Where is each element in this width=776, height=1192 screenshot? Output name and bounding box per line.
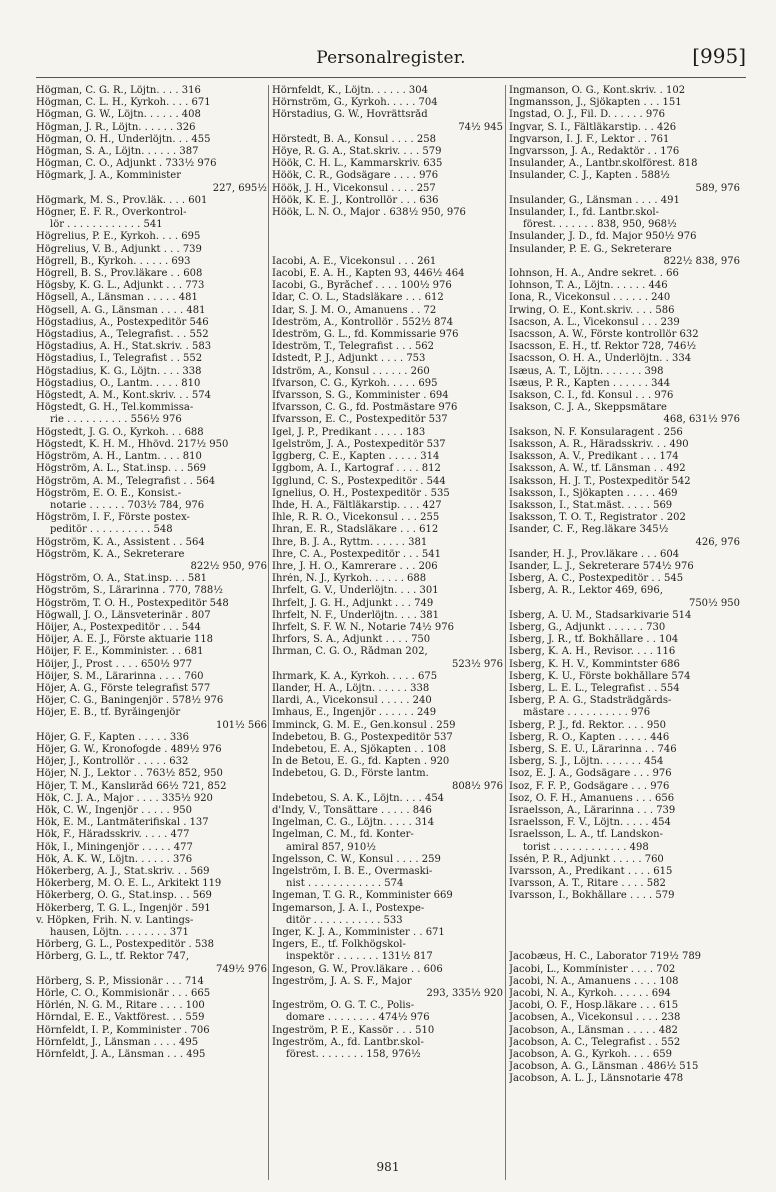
register-column-3 — [509, 85, 742, 1086]
register-entry: Isberg, P. J., fd. Rektor. . . . 950 — [509, 719, 666, 731]
register-entry: Isaksson, T. O. T., Registrator . 202 — [509, 512, 686, 524]
register-entry: Indebetou, B. G., Postexpeditör 537 — [272, 731, 453, 743]
register-entry: Isakson, N. F. Konsularagent . 256 — [509, 426, 683, 438]
register-entry: Högrell, B. S., Prov.läkare . . 608 — [36, 268, 203, 280]
register-entry: Jacobson, A. L. J., Länsnotarie 478 — [509, 1073, 684, 1085]
register-entry: 750½ 950 — [688, 597, 740, 609]
register-entry: Isakson, C. J. A., Skeppsmätare — [509, 402, 667, 414]
register-entry: rie . . . . . . . . . . 556½ 976 — [50, 414, 182, 426]
register-entry: Isacsson, O. H. A., Underlöjtn. . 334 — [509, 353, 692, 365]
register-entry: Höijer, A. E. J., Förste aktuarie 118 — [36, 634, 214, 646]
register-entry: Indebetou, E. A., Sjökapten . . 108 — [272, 743, 447, 755]
register-entry: Hörnfeldt, J. A., Länsman . . . 495 — [36, 1049, 206, 1061]
register-entry: Höijer, F. E., Komminister. . . 681 — [36, 646, 204, 658]
register-entry: Isberg, J. R., tf. Bokhållare . . 104 — [509, 634, 679, 646]
register-entry: Isaksson, I., Stat.mäst. . . . . 569 — [509, 499, 673, 511]
register-entry: Ifvarson, C. G., Kyrkoh. . . . . 695 — [272, 377, 438, 389]
register-entry: Iacobi, A. E., Vicekonsul . . . 261 — [272, 255, 437, 267]
register-entry: Insulander, A., Lantbr.skolförest. 818 — [509, 158, 698, 170]
register-entry: d'Indy, V., Tonsättare . . . . . 846 — [272, 804, 432, 816]
register-entry: 808½ 976 — [451, 780, 503, 792]
register-entry: Högström, O. A., Stat.insp. . . 581 — [36, 573, 208, 585]
register-entry: inspektör . . . . . . . 131½ 817 — [286, 951, 433, 963]
register-entry: Höjer, N. J., Lektor . . 763½ 852, 950 — [36, 768, 223, 780]
register-entry: Isoz, O. F. H., Amanuens . . . 656 — [509, 792, 675, 804]
register-entry: Höök, C. R., Godsägare . . . . 976 — [272, 170, 439, 182]
register-entry: Högrelius, P. E., Kyrkoh. . . . 695 — [36, 231, 201, 243]
register-entry — [272, 231, 505, 243]
register-entry: Ingeström, P. E., Kassör . . . 510 — [272, 1024, 435, 1036]
register-entry: Hörnfeldt, I. P., Komminister . 706 — [36, 1024, 210, 1036]
register-entry: Idar, S. J. M. O., Amanuens . . 72 — [272, 304, 437, 316]
register-entry: 101½ 566 — [215, 719, 267, 731]
register-entry: Ingers, E., tf. Folkhögskol- — [272, 939, 406, 951]
register-entry: Ideström, T., Telegrafist . . . 562 — [272, 341, 435, 353]
register-entry: Ideström, A., Kontrollör . 552½ 874 — [272, 316, 454, 328]
register-entry: hausen, Löjtn. . . . . . . . 371 — [50, 927, 189, 939]
register-entry: Isberg, K. U., Förste bokhållare 574 — [509, 670, 691, 682]
register-entry: Ihrfors, S. A., Adjunkt . . . . 750 — [272, 634, 431, 646]
register-entry: 468, 631½ 976 — [663, 414, 740, 426]
register-entry: Högstedt, G. H., Tel.kommissa- — [36, 402, 194, 414]
register-entry: Höjer, J., Kontrollör . . . . . 632 — [36, 756, 189, 768]
register-entry: lör . . . . . . . . . . . . 541 — [50, 219, 163, 231]
register-entry: Isæus, A. T., Löjtn. . . . . . . 398 — [509, 365, 664, 377]
register-entry: Ingelsson, C. W., Konsul . . . . 259 — [272, 853, 441, 865]
register-entry: Isberg, L. E. L., Telegrafist . . 554 — [509, 682, 680, 694]
register-entry: Imminck, G. M. E., Gen.konsul . 259 — [272, 719, 456, 731]
register-entry: Isacsson, A. W., Förste kontrollör 632 — [509, 329, 699, 341]
register-entry: nist . . . . . . . . . . . . 574 — [286, 878, 404, 890]
register-entry: Högman, S. A., Löjtn. . . . . . 387 — [36, 146, 199, 158]
register-entry: Isberg, P. A. G., Stadsträdgårds- — [509, 695, 672, 707]
register-entry: Hök, C. J. A., Major . . . . 335½ 920 — [36, 792, 213, 804]
register-entry: förest. . . . . . . . 158, 976½ — [286, 1049, 421, 1061]
register-entry: Högström, K. A., Assistent . . 564 — [36, 536, 205, 548]
register-entry: Isoz, F. F. P., Godsägare . . . 976 — [509, 780, 670, 792]
register-entry: Hökerberg, O. G., Stat.insp. . . 569 — [36, 890, 212, 902]
register-entry: Ihran, E. R., Stadsläkare . . . 612 — [272, 524, 439, 536]
register-entry: Högsby, K. G. L., Adjunkt . . . 773 — [36, 280, 205, 292]
register-entry: Högstadius, I., Telegrafist . . 552 — [36, 353, 203, 365]
register-entry: Höjer, A. G., Förste telegrafist 577 — [36, 682, 211, 694]
register-entry: Högström, E. O. E., Konsist.- — [36, 487, 182, 499]
register-entry: Isaksson, I., Sjökapten . . . . . 469 — [509, 487, 678, 499]
register-entry: Ingelström, I. B. E., Övermaski- — [272, 866, 433, 877]
register-entry: Iona, R., Vicekonsul . . . . . . 240 — [509, 292, 671, 304]
page-title: Personalregister. — [316, 48, 466, 68]
register-entry: Hörnfeldt, K., Löjtn. . . . . . 304 — [272, 85, 429, 96]
register-entry: Iggbom, A. I., Kartograf . . . . 812 — [272, 463, 441, 475]
register-entry: 293, 335½ 920 — [426, 988, 503, 1000]
register-entry: Högström, I. F., Förste postex- — [36, 512, 190, 524]
register-entry: Isaksson, A. R., Häradsskriv. . . 490 — [509, 438, 689, 450]
register-entry: Ilander, H. A., Löjtn. . . . . . 338 — [272, 682, 430, 694]
register-entry: Högström, A. M., Telegrafist . . 564 — [36, 475, 216, 487]
register-entry: notarie . . . . . . 703½ 784, 976 — [50, 499, 205, 511]
register-entry: Högström, A. H., Lantm. . . . 810 — [36, 451, 202, 463]
register-entry: Iohnson, H. A., Andre sekret. . 66 — [509, 268, 679, 280]
register-entry: Hörnström, G., Kyrkoh. . . . . 704 — [272, 97, 438, 109]
register-entry: Jacobson, A. G., Kyrkoh. . . . 659 — [509, 1049, 672, 1061]
register-column-2 — [272, 85, 505, 1061]
register-entry: Igel, J. P., Predikant . . . . . 183 — [272, 426, 426, 438]
register-entry: Hök, Å. K. W., Löjtn. . . . . . 376 — [36, 853, 193, 865]
register-entry: Jacobi, O. F., Hosp.läkare . . . 615 — [509, 1000, 679, 1012]
register-entry: Ivarsson, A., Predikant . . . . 615 — [509, 866, 673, 877]
register-entry: Hörle, C. O., Kommisionär . . . 665 — [36, 988, 211, 1000]
register-entry: Isberg, A. R., Lektor 469, 696, — [509, 585, 663, 597]
register-entry: Jacobson, A. G., Länsman . 486½ 515 — [509, 1061, 699, 1073]
register-entry: amiral 857, 910½ — [286, 841, 376, 853]
page-header — [36, 44, 746, 72]
register-entry: Ingelman, C. M., fd. Konter- — [272, 829, 414, 841]
register-entry: Iggberg, C. E., Kapten . . . . . 314 — [272, 451, 440, 463]
register-entry: Isander, C. F., Reg.läkare 345½ — [509, 524, 669, 536]
register-entry: Indebetou, S. A. K., Löjtn. . . . 454 — [272, 792, 445, 804]
register-entry — [509, 915, 742, 927]
register-entry: Ingemarson, J. A. I., Postexpe- — [272, 902, 425, 914]
register-entry: Höjer, G. W., Kronofogde . 489½ 976 — [36, 743, 222, 755]
register-entry: Insulander, J. D., fd. Major 950½ 976 — [509, 231, 697, 243]
register-entry: Iacobi, E. A. H., Kapten 93, 446½ 464 — [272, 268, 465, 280]
register-column-1 — [36, 85, 269, 1061]
register-entry: Hörberg, G. L., tf. Rektor 747, — [36, 951, 190, 963]
register-entry: Israelsson, A., Lärarinna . . . 739 — [509, 804, 676, 816]
column-divider — [505, 85, 506, 1180]
register-entry: Högner, E. F. R., Överkontrol- — [36, 207, 187, 219]
register-entry: Högstadius, A. H., Stat.skriv. . 583 — [36, 341, 212, 353]
register-entry: Isberg, A. C., Postexpeditör . . 545 — [509, 573, 684, 585]
register-entry: Höjer, T. M., Kanslиråd 66½ 721, 852 — [36, 780, 227, 792]
register-entry: Högstedt, A. M., Kont.skriv. . . 574 — [36, 390, 211, 402]
register-entry: Högrell, B., Kyrkoh. . . . . . 693 — [36, 255, 191, 267]
register-entry: Hökerberg, T. G. L., Ingenjör . 591 — [36, 902, 211, 914]
register-entry: 822½ 838, 976 — [663, 255, 740, 267]
register-entry: 74½ 945 — [458, 121, 503, 133]
register-entry: Höjer, G. F., Kapten . . . . . 336 — [36, 731, 189, 743]
register-entry: Isberg, K. A. H., Revisor. . . . 116 — [509, 646, 676, 658]
register-entry: Högsell, A. G., Länsman . . . . 481 — [36, 304, 206, 316]
register-entry: Isaksson, A. V., Predikant . . . 174 — [509, 451, 679, 463]
register-entry: Hökerberg, A. J., Stat.skriv. . . 569 — [36, 866, 210, 877]
register-entry: Irwing, O. E., Kont.skriv. . . . 586 — [509, 304, 675, 316]
register-entry: Jacobsen, A., Vicekonsul . . . . 238 — [509, 1012, 681, 1024]
register-entry: Hökerberg, M. O. E. L., Arkitekt 119 — [36, 878, 222, 890]
register-entry: Ihrman, C. G. O., Rådman 202, — [272, 646, 428, 658]
register-entry: Ingeström, J. A. S. F., Major — [272, 975, 412, 987]
register-entry: Högman, C. G. R., Löjtn. . . . 316 — [36, 85, 201, 96]
register-entry: Hök, E. M., Lantmäterifiskal . 137 — [36, 817, 209, 829]
register-entry: Ilardi, A., Vicekonsul . . . . . 240 — [272, 695, 432, 707]
register-entry: Högstedt, J. G. O., Kyrkoh. . . 688 — [36, 426, 204, 438]
register-entry: Israelsson, F. V., Löjtn. . . . . 454 — [509, 817, 671, 829]
page-number: [995] — [692, 44, 746, 68]
register-entry: Ihrén, N. J., Kyrkoh. . . . . . 688 — [272, 573, 427, 585]
register-entry: Ifvarsson, C. G., fd. Postmästare 976 — [272, 402, 458, 414]
register-entry: Högstadius, A., Postexpeditör 546 — [36, 316, 209, 328]
register-entry: Ihrmark, K. A., Kyrkoh. . . . . 675 — [272, 670, 438, 682]
register-entry: Ifvarsson, S. G., Komminister . 694 — [272, 390, 449, 402]
register-entry: 589, 976 — [695, 182, 740, 194]
register-entry: Höijer, S. M., Lärarinna . . . . 760 — [36, 670, 204, 682]
register-entry: Ihde, H. A., Fältläkarstip. . . . 427 — [272, 499, 442, 511]
register-entry: Isaksson, H. J. T., Postexpeditör 542 — [509, 475, 691, 487]
register-entry: peditör . . . . . . . . . . 548 — [50, 524, 173, 536]
register-entry: Jacobæus, H. C., Laborator 719½ 789 — [509, 951, 702, 963]
register-entry: Hörstedt, B. A., Konsul . . . . 258 — [272, 133, 436, 145]
register-entry: Hök, C. W., Ingenjör . . . . . 950 — [36, 804, 192, 816]
register-entry: Hök, F., Häradsskriv. . . . . 477 — [36, 829, 190, 841]
register-entry: Ingstad, O. J., Fil. D. . . . . . 976 — [509, 109, 665, 121]
register-entry: 822½ 950, 976 — [190, 560, 267, 572]
register-entry: Idstedt, P. J., Adjunkt . . . . 753 — [272, 353, 426, 365]
register-entry: Höye, R. G. A., Stat.skriv. . . . 579 — [272, 146, 442, 158]
register-entry: Hörndal, E. E., Vaktförest. . . 559 — [36, 1012, 205, 1024]
register-entry: Isaksson, A. W., tf. Länsman . . 492 — [509, 463, 686, 475]
register-entry: Höjer, E. B., tf. Byråingenjör — [36, 707, 181, 719]
register-entry: Isæus, P. R., Kapten . . . . . . 344 — [509, 377, 671, 389]
register-entry: Igglund, C. S., Postexpeditör . 544 — [272, 475, 446, 487]
register-entry — [509, 927, 742, 939]
register-entry: Issén, P. R., Adjunkt . . . . . 760 — [509, 853, 664, 865]
register-entry: Isberg, S. E. U., Lärarinna . . 746 — [509, 743, 677, 755]
register-entry: 523½ 976 — [451, 658, 503, 670]
register-entry: Insulander, C. J., Kapten . 588½ — [509, 170, 670, 182]
register-entry: Hörlén, N. G. M., Ritare . . . . 100 — [36, 1000, 205, 1012]
register-entry: Isacson, A. L., Vicekonsul . . . 239 — [509, 316, 680, 328]
register-entry: Jacobi, N. A., Kyrkoh. . . . . . 694 — [509, 988, 671, 1000]
register-entry: Israelsson, L. A., tf. Landskon- — [509, 829, 663, 841]
register-entry: Högman, C. L. H., Kyrkoh. . . . 671 — [36, 97, 211, 109]
page-footer-number: 981 — [376, 1160, 400, 1174]
register-entry: Ihrfelt, J. G. H., Adjunkt . . . 749 — [272, 597, 434, 609]
register-entry: Ideström, G. L., fd. Kommissarie 976 — [272, 329, 459, 341]
register-entry: Högrelius, V. B., Adjunkt . . . 739 — [36, 243, 202, 255]
register-entry: Högmark, J. A., Komminister — [36, 170, 182, 182]
register-entry: Iacobi, G., Byråchef . . . . 100½ 976 — [272, 280, 452, 292]
register-entry — [272, 219, 505, 231]
register-entry: Ingmansson, J., Sjökapten . . . 151 — [509, 97, 682, 109]
register-entry: Isakson, C. I., fd. Konsul . . . 976 — [509, 390, 674, 402]
register-entry: Hörberg, G. L., Postexpeditör . 538 — [36, 939, 214, 951]
register-entry: Ingeström, A., fd. Lantbr.skol- — [272, 1036, 424, 1048]
register-entry: Högström, S., Lärarinna . 770, 788½ — [36, 585, 223, 597]
register-entry: Insulander, G., Länsman . . . . 491 — [509, 194, 680, 206]
register-entry: Ihrfelt, N. F., Underlöjtn. . . . 381 — [272, 609, 440, 621]
register-entry — [509, 903, 742, 915]
register-entry: Ivarsson, A. T., Ritare . . . . 582 — [509, 878, 666, 890]
register-entry: Ingelman, C. G., Löjtn. . . . . 314 — [272, 817, 435, 829]
register-entry: Isoz, E. J. A., Godsägare . . . 976 — [509, 768, 672, 780]
register-entry: Ihrfelt, S. F. W. N., Notarie 74½ 976 — [272, 621, 454, 633]
register-entry: Inger, K. J. A., Komminister . . 671 — [272, 927, 445, 939]
register-entry: Isberg, S. J., Löjtn. . . . . . . 454 — [509, 756, 664, 768]
register-entry: Hörberg, S. P., Missionär . . . 714 — [36, 975, 204, 987]
register-entry: Ingvarsson, J. A., Redaktör . . 176 — [509, 146, 680, 158]
register-entry: Iohnson, T. A., Löjtn. . . . . . 446 — [509, 280, 668, 292]
register-entry: Idar, C. O. L., Stadsläkare . . . 612 — [272, 292, 444, 304]
register-entry: Insulander, I., fd. Lantbr.skol- — [509, 207, 659, 219]
register-entry: Ingvar, S. I., Fältläkarstip. . . 426 — [509, 121, 677, 133]
register-entry: Isacsson, E. H., tf. Rektor 728, 746½ — [509, 341, 697, 353]
register-entry: Ihre, B. J. A., Ryttm. . . . . . 381 — [272, 536, 428, 548]
register-entry: Ihle, R. R. O., Vicekonsul . . . 255 — [272, 512, 440, 524]
column-divider — [268, 85, 269, 1180]
register-entry: Högström, T. O. H., Postexpeditör 548 — [36, 597, 229, 609]
register-entry: Jacobson, A. C., Telegrafist . . 552 — [509, 1036, 681, 1048]
register-entry: Ingeman, T. G. R., Komminister 669 — [272, 890, 453, 902]
register-entry: Isberg, A. U. M., Stadsarkivarie 514 — [509, 609, 692, 621]
register-entry: In de Betou, E. G., fd. Kapten . 920 — [272, 756, 450, 768]
register-entry: Högwall, J. O., Länsveterinär . 807 — [36, 609, 211, 621]
register-entry: Imhaus, E., Ingenjör . . . . . . 249 — [272, 707, 437, 719]
register-entry: Högsell, A., Länsman . . . . . 481 — [36, 292, 198, 304]
register-entry: domare . . . . . . . . 474½ 976 — [286, 1012, 430, 1024]
register-entry: Höjer, C. G., Baningenjör . 578½ 976 — [36, 695, 224, 707]
register-entry: Högstadius, A., Telegrafist. . . 552 — [36, 329, 209, 341]
register-entry: Isander, L. J., Sekreterare 574½ 976 — [509, 560, 694, 572]
register-entry: Ihre, J. H. O., Kamrerare . . . 206 — [272, 560, 438, 572]
register-entry: Isander, H. J., Prov.läkare . . . 604 — [509, 548, 680, 560]
register-entry: Högstadius, K. G., Löjtn. . . . 338 — [36, 365, 202, 377]
register-entry: förest. . . . . . . 838, 950, 968½ — [523, 219, 677, 231]
register-entry: Igelström, J. A., Postexpeditör 537 — [272, 438, 446, 450]
register-entry: Höök, K. E. J., Kontrollör . . . 636 — [272, 194, 439, 206]
register-entry: Högmark, M. S., Prov.läk. . . . 601 — [36, 194, 208, 206]
register-entry: Hörnfeldt, J., Länsman . . . . 495 — [36, 1036, 199, 1048]
register-entry: Högstedt, K. H. M., Hhövd. 217½ 950 — [36, 438, 229, 450]
register-entry: Isberg, K. H. V., Kommintster 686 — [509, 658, 680, 670]
register-entry: Ingvarson, I. J. F., Lektor . . 761 — [509, 133, 670, 145]
register-entry: Ingeström, O. G. T. C., Polis- — [272, 1000, 415, 1012]
register-entry: Insulander, P. E. G., Sekreterare — [509, 243, 672, 255]
register-entry — [509, 939, 742, 951]
register-entry: Högström, A. L., Stat.insp. . . 569 — [36, 463, 207, 475]
register-entry: Höijer, A., Postexpeditör . . . 544 — [36, 621, 201, 633]
register-entry: Ihrfelt, G. V., Underlöjtn. . . . 301 — [272, 585, 439, 597]
register-entry: Höök, L. N. O., Major . 638½ 950, 976 — [272, 207, 466, 219]
register-entry: Högström, K. A., Sekreterare — [36, 548, 185, 560]
register-entry: Höijer, J., Prost . . . . 650½ 977 — [36, 658, 193, 670]
register-entry: Idström, A., Konsul . . . . . . 260 — [272, 365, 430, 377]
register-entry: Hörstadius, G. W., Hovrättsråd — [272, 109, 428, 121]
register-entry: Jacobi, L., Kommínister . . . . 702 — [509, 963, 676, 975]
register-entry: Jacobson, A., Länsman . . . . . 482 — [509, 1024, 678, 1036]
register-entry: 227, 695½ — [212, 182, 267, 194]
register-entry: ditör . . . . . . . . . . . 533 — [286, 914, 403, 926]
register-entry: Ihre, C. A., Postexpeditör . . . 541 — [272, 548, 441, 560]
register-entry: 749½ 976 — [215, 963, 267, 975]
register-entry: mästare . . . . . . . . . . 976 — [523, 707, 651, 719]
register-entry: Isberg, R. O., Kapten . . . . . 446 — [509, 731, 670, 743]
register-entry: 426, 976 — [695, 536, 740, 548]
header-rule — [36, 77, 746, 78]
register-entry: torist . . . . . . . . . . . . 498 — [523, 841, 649, 853]
register-entry: Högman, C. O., Adjunkt . 733½ 976 — [36, 158, 217, 170]
register-entry: Indebetou, G. D., Förste lantm. — [272, 768, 429, 780]
register-entry: Höök, J. H., Vicekonsul . . . . 257 — [272, 182, 436, 194]
register-entry: Isberg, G., Adjunkt . . . . . . 730 — [509, 621, 666, 633]
register-entry: Högman, O. H., Underlöjtn. . . 455 — [36, 133, 211, 145]
register-entry: Högstadius, O., Lantm. . . . . 810 — [36, 377, 201, 389]
register-entry: Ignelius, O. H., Postexpeditör . 535 — [272, 487, 450, 499]
register-entry — [272, 244, 505, 256]
register-entry: Högman, J. R., Löjtn. . . . . . 326 — [36, 121, 196, 133]
register-entry: Högman, G. W., Löjtn. . . . . . 408 — [36, 109, 201, 121]
register-entry: Ifvarsson, E. C., Postexpeditör 537 — [272, 414, 448, 426]
register-entry: Ingmanson, O. G., Kont.skriv. . 102 — [509, 85, 686, 96]
register-entry: Hök, I., Miningenjör . . . . . 477 — [36, 841, 193, 853]
register-entry: Ivarsson, I., Bokhållare . . . . 579 — [509, 890, 675, 902]
register-entry: v. Höpken, Frih. N. v. Lantings- — [36, 914, 194, 926]
register-entry: Ingeson, G. W., Prov.läkare . . 606 — [272, 963, 443, 975]
register-entry: Jacobi, N. A., Amanuens . . . . 108 — [509, 975, 679, 987]
register-entry: Höök, C. H. L., Kammarskriv. 635 — [272, 158, 443, 170]
